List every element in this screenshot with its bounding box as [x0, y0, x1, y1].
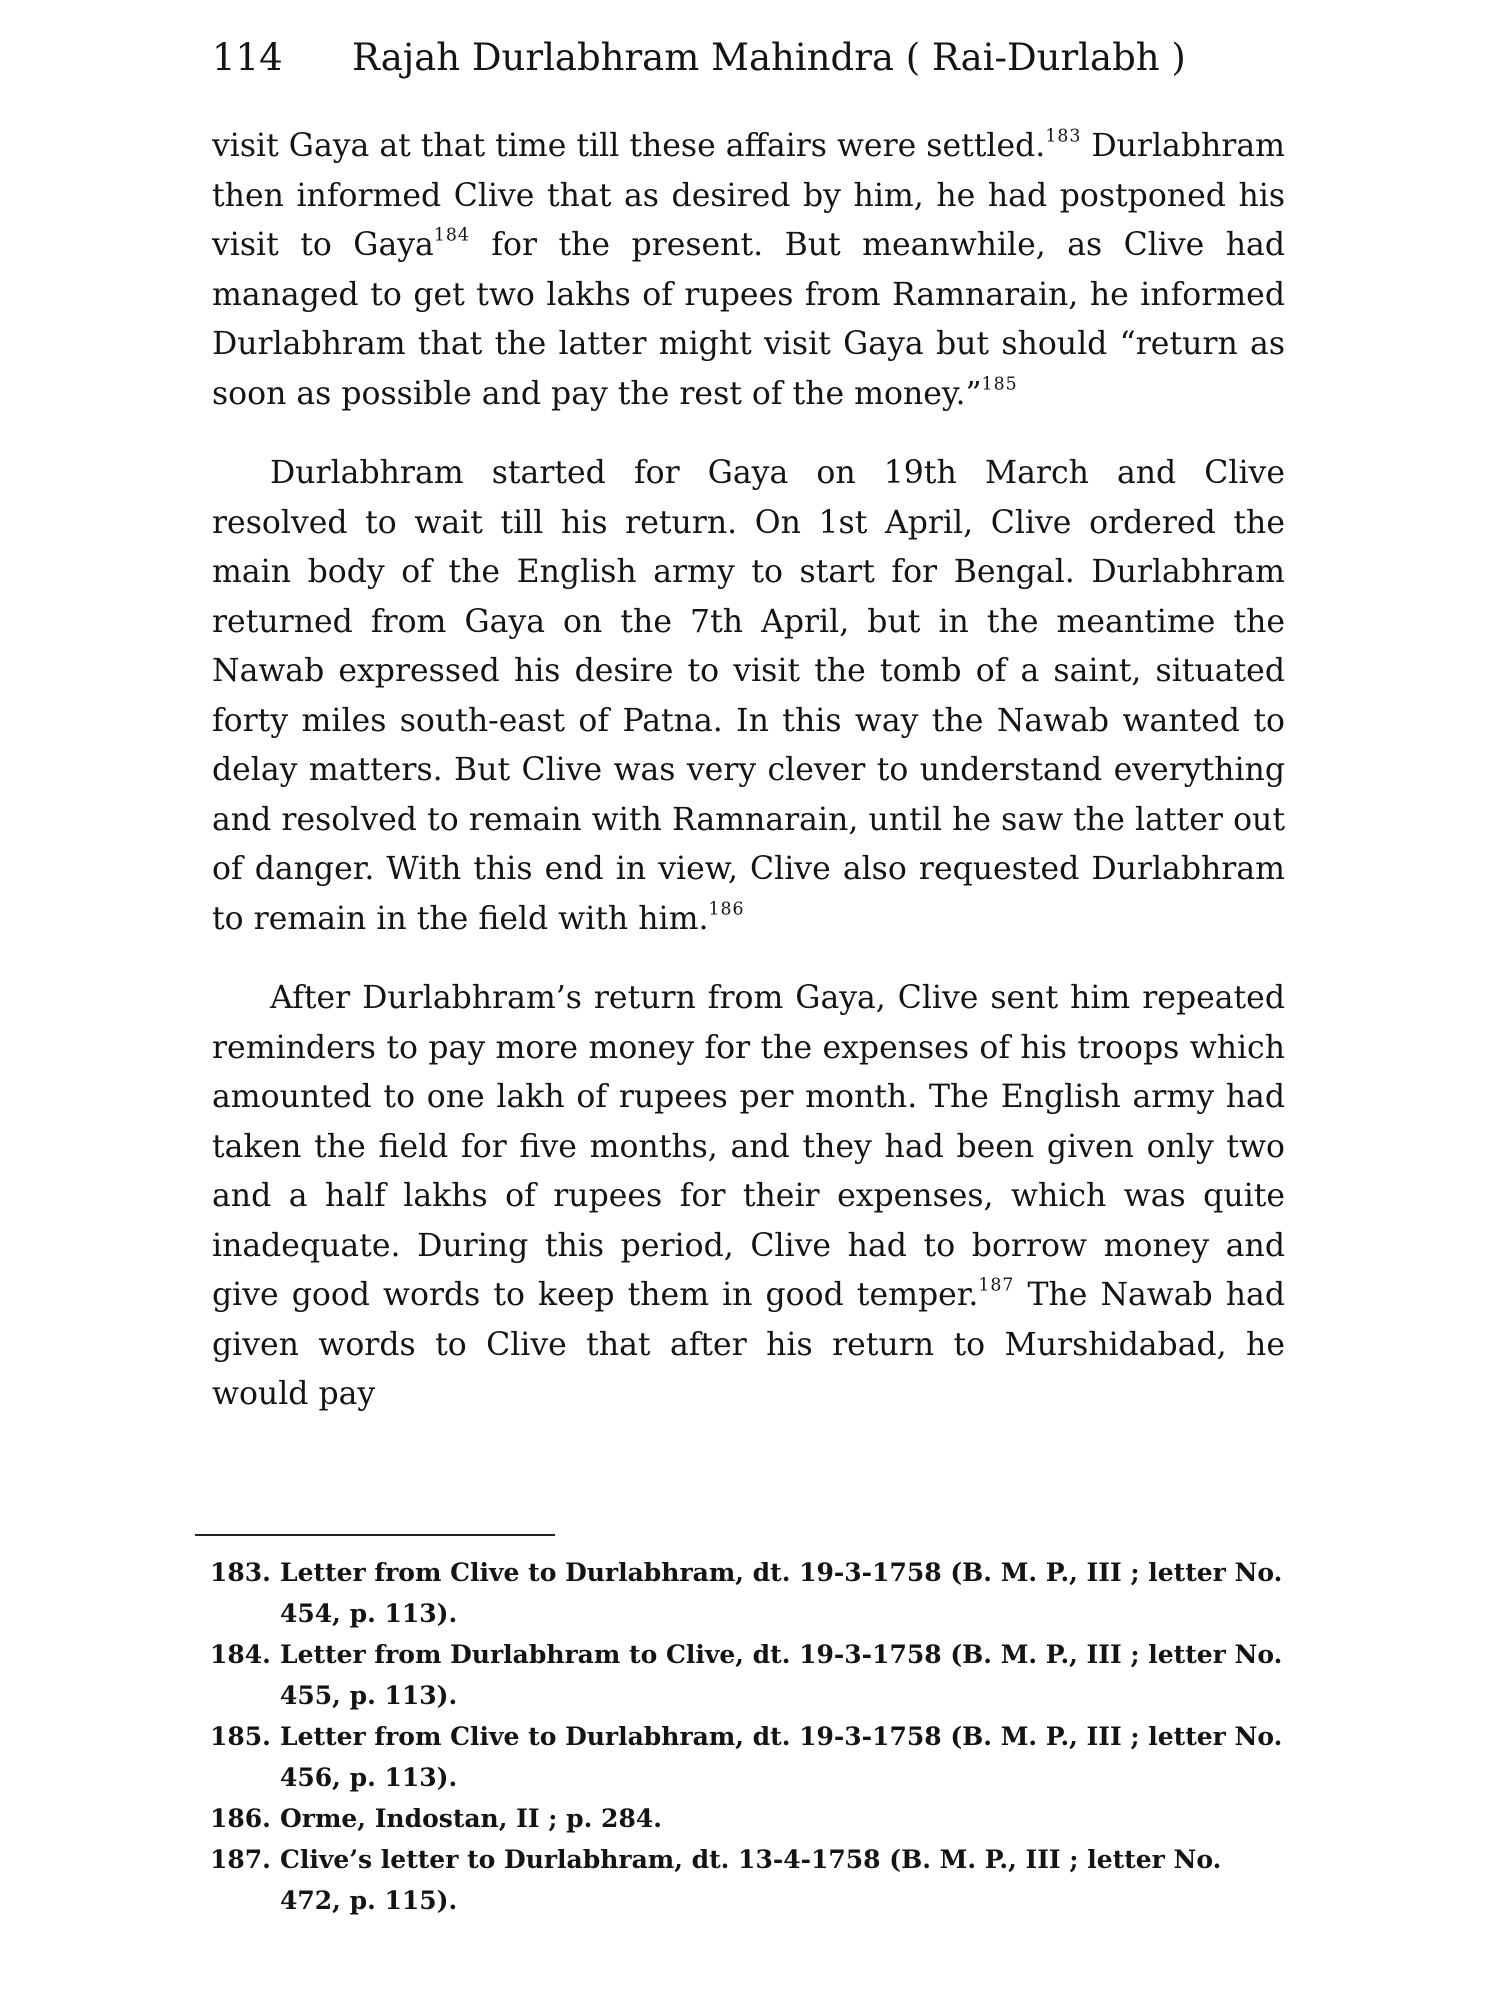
paragraph	[212, 122, 1285, 419]
page-header	[212, 34, 1186, 82]
footnote-text: Letter from Clive to Durlabhram, dt. 19-3-1758 (B. M. P., III ; letter No. 454, p. 113).	[280, 1558, 1283, 1628]
footnote	[210, 1716, 1285, 1798]
footnote-separator	[195, 1534, 555, 1536]
footnote-ref: 186	[708, 898, 745, 919]
page-number: 114	[212, 36, 283, 79]
footnote-ref: 187	[978, 1275, 1015, 1296]
footnote-ref: 183	[1045, 126, 1082, 147]
running-title: Rajah Durlabhram Mahindra ( Rai-Durlabh )	[352, 36, 1186, 79]
footnotes	[210, 1552, 1285, 1921]
paragraph	[212, 974, 1285, 1420]
footnote-text: Letter from Durlabhram to Clive, dt. 19-3-1758 (B. M. P., III ; letter No. 455, p. 113).	[280, 1640, 1283, 1710]
footnote	[210, 1839, 1285, 1921]
body-text	[212, 122, 1285, 1420]
footnote-number: 185.	[210, 1722, 271, 1751]
footnote	[210, 1634, 1285, 1716]
footnote-number: 183.	[210, 1558, 271, 1587]
footnote-number: 187.	[210, 1845, 271, 1874]
footnote-number: 184.	[210, 1640, 271, 1669]
text-run: for the present. But meanwhile, as Clive had managed to get two lakhs of rupees from Ramnarain, he informed Durlabhram that the latter might visit Gaya but should “return as soon as possible and pay the rest of the money.”	[212, 227, 1286, 412]
footnote	[210, 1552, 1285, 1634]
footnote-text: Letter from Clive to Durlabhram, dt. 19-3-1758 (B. M. P., III ; letter No. 456, p. 113).	[280, 1722, 1283, 1792]
footnote-ref: 184	[433, 225, 470, 246]
text-run: Durlabhram started for Gaya on 19th March and Clive resolved to wait till his return. On 1st April, Clive ordered the main body of the English army to start for Bengal. Durlabhram returned from Gaya on the 7th April, but in the meantime the Nawab expressed his desire to visit the tomb of a saint, situated forty miles south-east of Patna. In this way the Nawab wanted to delay matters. But Clive was very clever to understand everything and resolved to remain with Ramnarain, until he saw the latter out of danger. With this end in view, Clive also requested Durlabhram to remain in the field with him.	[212, 455, 1285, 937]
paragraph	[212, 449, 1285, 944]
footnote-text: Clive’s letter to Durlabhram, dt. 13-4-1758 (B. M. P., III ; letter No. 472, p. 115).	[280, 1845, 1222, 1915]
text-run: visit Gaya at that time till these affairs were settled.	[212, 128, 1046, 164]
text-run: After Durlabhram’s return from Gaya, Clive sent him repeated reminders to pay more money for the expenses of his troops which amounted to one lakh of rupees per month. The English army had taken the field for five months, and they had been given only two and a half lakhs of rupees for their expenses, which was quite inadequate. During this period, Clive had to borrow money and give good words to keep them in good temper.	[212, 980, 1285, 1313]
footnote-ref: 185	[981, 373, 1018, 394]
footnote	[210, 1798, 1285, 1839]
footnote-text: Orme, Indostan, II ; p. 284.	[280, 1804, 662, 1833]
text-run: The Nawab had given words to Clive that after his return to Murshidabad, he would pay	[212, 1277, 1285, 1412]
text-run: Durlabhram then informed Clive that as desired by him, he had postponed his visit to Gaya	[212, 128, 1285, 263]
footnote-number: 186.	[210, 1804, 271, 1833]
